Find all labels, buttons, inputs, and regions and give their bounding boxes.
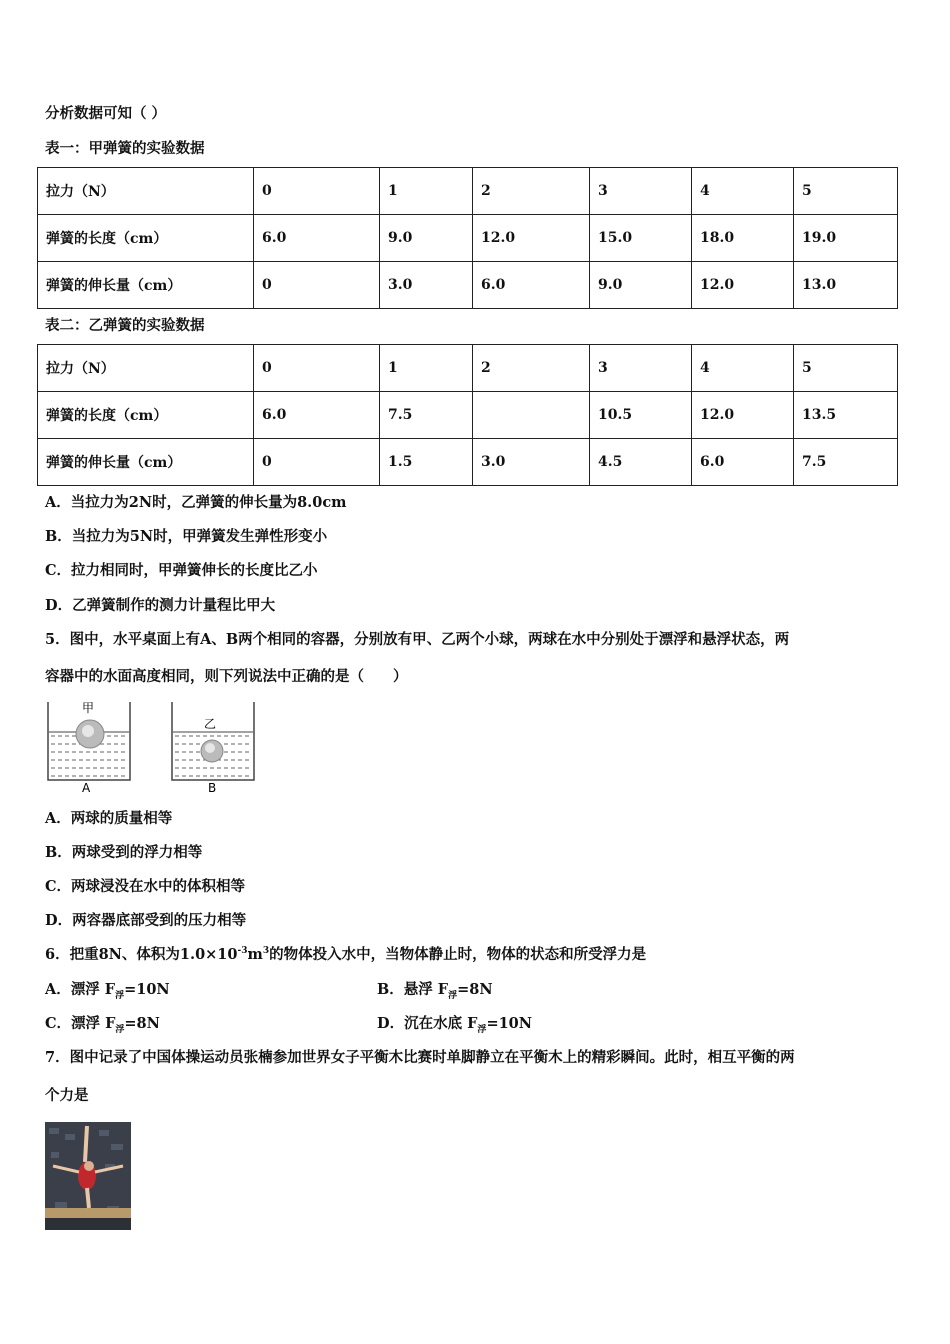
q5-option-c: C．两球浸没在水中的体积相等: [45, 878, 246, 895]
table-cell: 0: [254, 345, 380, 392]
container-b: [172, 702, 254, 794]
q6-option-a: A．漂浮 $F_浮=10N$: [45, 981, 170, 1001]
q6-stem: 6．把重8N、体积为$1.0\times 10^{-3}m^3$的物体投入水中，当物体静止时，物体的状态和所受浮力是: [45, 946, 647, 963]
table-cell: 0: [254, 439, 380, 486]
table-row: [38, 392, 898, 439]
q6-option-b: B．悬浮 $F_浮=8N$: [377, 981, 493, 1001]
table-cell: 3: [590, 345, 692, 392]
table-cell: 10.5: [590, 392, 692, 439]
table-cell: 7.5: [794, 439, 898, 486]
table-cell: 12.0: [692, 262, 794, 309]
table-cell: 3: [590, 168, 692, 215]
table-cell: 12.0: [473, 215, 590, 262]
q5-option-a: A．两球的质量相等: [45, 810, 173, 827]
table-cell: 5: [794, 168, 898, 215]
table-cell: 6.0: [254, 215, 380, 262]
ball-jia-label: 甲: [82, 701, 95, 715]
q4-option-b: B．当拉力为5N时，甲弹簧发生弹性形变小: [45, 528, 328, 545]
q6-option-c: C．漂浮 $F_浮=8N$: [45, 1015, 160, 1035]
table-cell: 9.0: [380, 215, 473, 262]
table-cell: 0: [254, 168, 380, 215]
table-cell: 弹簧的长度（cm）: [38, 215, 254, 262]
table-cell: 5: [794, 345, 898, 392]
table-row: [38, 345, 898, 392]
q6-option-d: D．沉在水底 $F_浮=10N$: [377, 1015, 533, 1035]
q5-option-d: D．两容器底部受到的压力相等: [45, 912, 247, 929]
table-cell: 1.5: [380, 439, 473, 486]
table-cell: 13.5: [794, 392, 898, 439]
table-cell: 13.0: [794, 262, 898, 309]
table-cell: 弹簧的伸长量（cm）: [38, 439, 254, 486]
q4-option-a: A．当拉力为2N时，乙弹簧的伸长量为8.0cm: [45, 494, 347, 511]
table-cell: 1: [380, 345, 473, 392]
container-b-label: B: [208, 781, 217, 794]
table-cell: 7.5: [380, 392, 473, 439]
table-cell: 18.0: [692, 215, 794, 262]
table-cell: [473, 392, 590, 439]
table-cell: 15.0: [590, 215, 692, 262]
q5-stem-line2: 容器中的水面高度相同，则下列说法中正确的是（ ）: [45, 668, 408, 685]
q4-option-d: D．乙弹簧制作的测力计量程比甲大: [45, 597, 276, 614]
containers-figure: [44, 698, 256, 794]
table-cell: 弹簧的长度（cm）: [38, 392, 254, 439]
gymnast-photo: [45, 1122, 131, 1230]
table-row: [38, 262, 898, 309]
table-cell: 3.0: [473, 439, 590, 486]
table-cell: 3.0: [380, 262, 473, 309]
table-cell: 0: [254, 262, 380, 309]
table2-caption: 表二：乙弹簧的实验数据: [45, 317, 205, 334]
table-cell: 12.0: [692, 392, 794, 439]
table-cell: 拉力（N）: [38, 345, 254, 392]
table2: [37, 344, 898, 486]
table-cell: 拉力（N）: [38, 168, 254, 215]
q5-option-b: B．两球受到的浮力相等: [45, 844, 203, 861]
q4-option-c: C．拉力相同时，甲弹簧伸长的长度比乙小: [45, 562, 318, 579]
table-cell: 4: [692, 345, 794, 392]
table-cell: 2: [473, 345, 590, 392]
table-cell: 6.0: [473, 262, 590, 309]
q7-stem-line2: 个力是: [45, 1087, 89, 1104]
container-a-label: A: [82, 781, 91, 794]
table-cell: 6.0: [692, 439, 794, 486]
table-cell: 1: [380, 168, 473, 215]
ball-yi-label: 乙: [204, 717, 217, 731]
table-row: [38, 168, 898, 215]
table-cell: 弹簧的伸长量（cm）: [38, 262, 254, 309]
table-cell: 4: [692, 168, 794, 215]
table-row: [38, 439, 898, 486]
q7-stem-line1: 7．图中记录了中国体操运动员张楠参加世界女子平衡木比赛时单脚静立在平衡木上的精彩瞬间。此时，相互平衡的两: [45, 1049, 795, 1066]
container-a: [48, 701, 130, 794]
table1: [37, 167, 898, 309]
table-cell: 19.0: [794, 215, 898, 262]
table-cell: 9.0: [590, 262, 692, 309]
intro-text: 分析数据可知（ ）: [45, 105, 167, 122]
q5-stem-line1: 5．图中，水平桌面上有A、B两个相同的容器，分别放有甲、乙两个小球，两球在水中分别处于漂浮和悬浮状态，两: [45, 631, 790, 648]
table-row: [38, 215, 898, 262]
table-cell: 6.0: [254, 392, 380, 439]
table-cell: 4.5: [590, 439, 692, 486]
table-cell: 2: [473, 168, 590, 215]
table1-caption: 表一：甲弹簧的实验数据: [45, 140, 205, 157]
